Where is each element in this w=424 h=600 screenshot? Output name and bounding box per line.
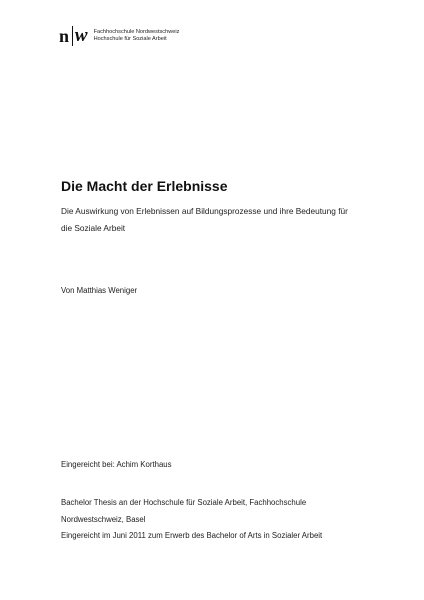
logo-line-school: Hochschule für Soziale Arbeit bbox=[93, 36, 167, 42]
logo-text bbox=[94, 29, 180, 43]
logo-mark bbox=[59, 26, 88, 46]
institution-logo bbox=[59, 26, 179, 46]
subtitle-line-2: die Soziale Arbeit bbox=[61, 223, 126, 233]
thesis-info bbox=[61, 495, 322, 545]
logo-letter-w: w bbox=[74, 25, 88, 46]
logo-line-university: Fachhochschule Nordwestschweiz bbox=[93, 29, 180, 35]
thesis-line-3: Eingereicht im Juni 2011 zum Erwerb des Bachelor of Arts in Sozialer Arbeit bbox=[61, 531, 323, 540]
thesis-line-1: Bachelor Thesis an der Hochschule für Soziale Arbeit, Fachhochschule bbox=[61, 498, 307, 507]
logo-separator bbox=[72, 26, 73, 46]
logo-letter-n: n bbox=[59, 26, 69, 46]
document-title: Die Macht der Erlebnisse bbox=[61, 178, 228, 194]
document-subtitle bbox=[61, 203, 361, 237]
document-author: Von Matthias Weniger bbox=[61, 286, 138, 295]
submitted-to: Eingereicht bei: Achim Korthaus bbox=[61, 460, 172, 469]
thesis-line-2: Nordwestschweiz, Basel bbox=[61, 514, 146, 524]
subtitle-line-1: Die Auswirkung von Erlebnissen auf Bildungsprozesse und ihre Bedeutung für bbox=[61, 206, 348, 216]
